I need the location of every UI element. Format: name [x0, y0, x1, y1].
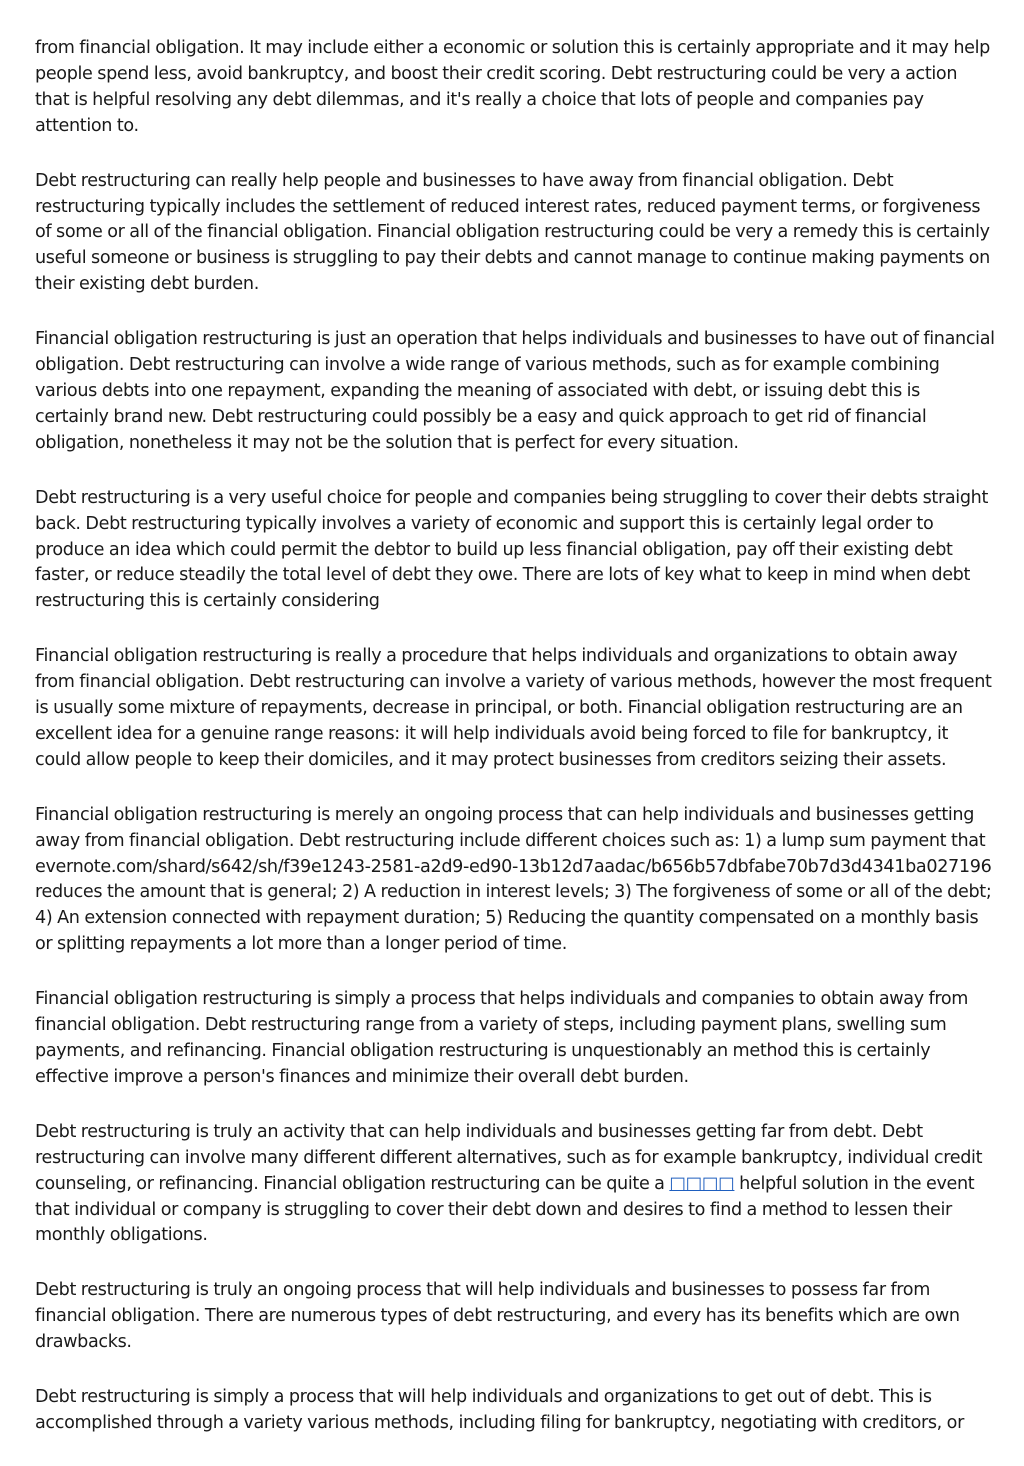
paragraph-7: Financial obligation restructuring is simply a process that helps individuals and companies to obtain away from financial obligation. Debt restructuring range from a variety of steps, including payment plans, swelling sum payments, and refinancing. Financial obligation restructuring is unquestionably an method this is certainly effective improve a person's finances and minimize their overall debt burden.: [35, 989, 969, 1087]
article-body: [35, 36, 995, 1466]
paragraph-9: Debt restructuring is truly an ongoing process that will help individuals and businesses to possess far from financial obligation. There are numerous types of debt restructuring, and every has its benefits which are own drawbacks.: [35, 1280, 960, 1353]
paragraph-5: Financial obligation restructuring is really a procedure that helps individuals and organizations to obtain away from financial obligation. Debt restructuring can involve a variety of various methods, however the most frequent is usually some mixture of repayments, decrease in principal, or both. Financial obligation restructuring are an excellent idea for a genuine range reasons: it will help individuals avoid being forced to file for bankruptcy, it could allow people to keep their domiciles, and it may protect businesses from creditors seizing their assets.: [35, 646, 992, 770]
paragraph-8-text-before: Debt restructuring is truly an activity that can help individuals and businesses getting far from debt. Debt restructuring can involve many different different alternatives, such as for example bankruptcy, individual credit counseling, or refinancing. Financial obligation restructuring can be quite a: [35, 1121, 983, 1194]
paragraph-8: [35, 1120, 995, 1250]
paragraph-8-text-after: helpful solution in the event that individual or company is struggling to cover their debt down and desires to find a method to lessen their monthly obligations.: [35, 1173, 975, 1246]
paragraph-3: Financial obligation restructuring is just an operation that helps individuals and businesses to have out of financial obligation. Debt restructuring can involve a wide range of various methods, such as for example combining various debts into one repayment, expanding the meaning of associated with debt, or issuing debt this is certainly brand new. Debt restructuring could possibly be a easy and quick approach to get rid of financial obligation, nonetheless it may not be the solution that is perfect for every situation.: [35, 329, 995, 453]
paragraph-6: Financial obligation restructuring is merely an ongoing process that can help individuals and businesses getting away from financial obligation. Debt restructuring include different choices such as: 1) a lump sum payment that evernote.com/shard/s642/sh/f39e1243-2581-a2d9-ed90-13b12d7aadac/b656b57dbfabe70b7d3d4341ba027196 reduces the amount that is general; 2) A reduction in interest levels; 3) The forgiveness of some or all of the debt; 4) An extension connected with repayment duration; 5) Reducing the quantity compensated on a monthly basis or splitting repayments a lot more than a longer period of time.: [35, 804, 992, 955]
paragraph-2: Debt restructuring can really help people and businesses to have away from financial obligation. Debt restructuring typically includes the settlement of reduced interest rates, reduced payment terms, or forgiveness of some or all of the financial obligation. Financial obligation restructuring could be very a remedy this is certainly useful someone or business is struggling to pay their debts and cannot manage to continue making payments on their existing debt burden.: [35, 170, 990, 295]
paragraph-10: Debt restructuring is simply a process that will help individuals and organizations to get out of debt. This is accomplished through a variety various methods, including filing for bankruptcy, negotiating with creditors, or: [35, 1387, 964, 1433]
inline-link[interactable]: □□□□: [669, 1173, 735, 1194]
paragraph-4: Debt restructuring is a very useful choice for people and companies being struggling to cover their debts straight back. Debt restructuring typically involves a variety of economic and support this is certainly legal order to produce an idea which could permit the debtor to build up less financial obligation, pay off their existing debt faster, or reduce steadily the total level of debt they owe. There are lots of key what to keep in mind when debt restructuring this is certainly considering: [35, 487, 988, 612]
paragraph-1: from financial obligation. It may include either a economic or solution this is certainly appropriate and it may help people spend less, avoid bankruptcy, and boost their credit scoring. Debt restructuring could be very a action that is helpful resolving any debt dilemmas, and it's really a choice that lots of people and companies pay attention to.: [35, 38, 990, 136]
